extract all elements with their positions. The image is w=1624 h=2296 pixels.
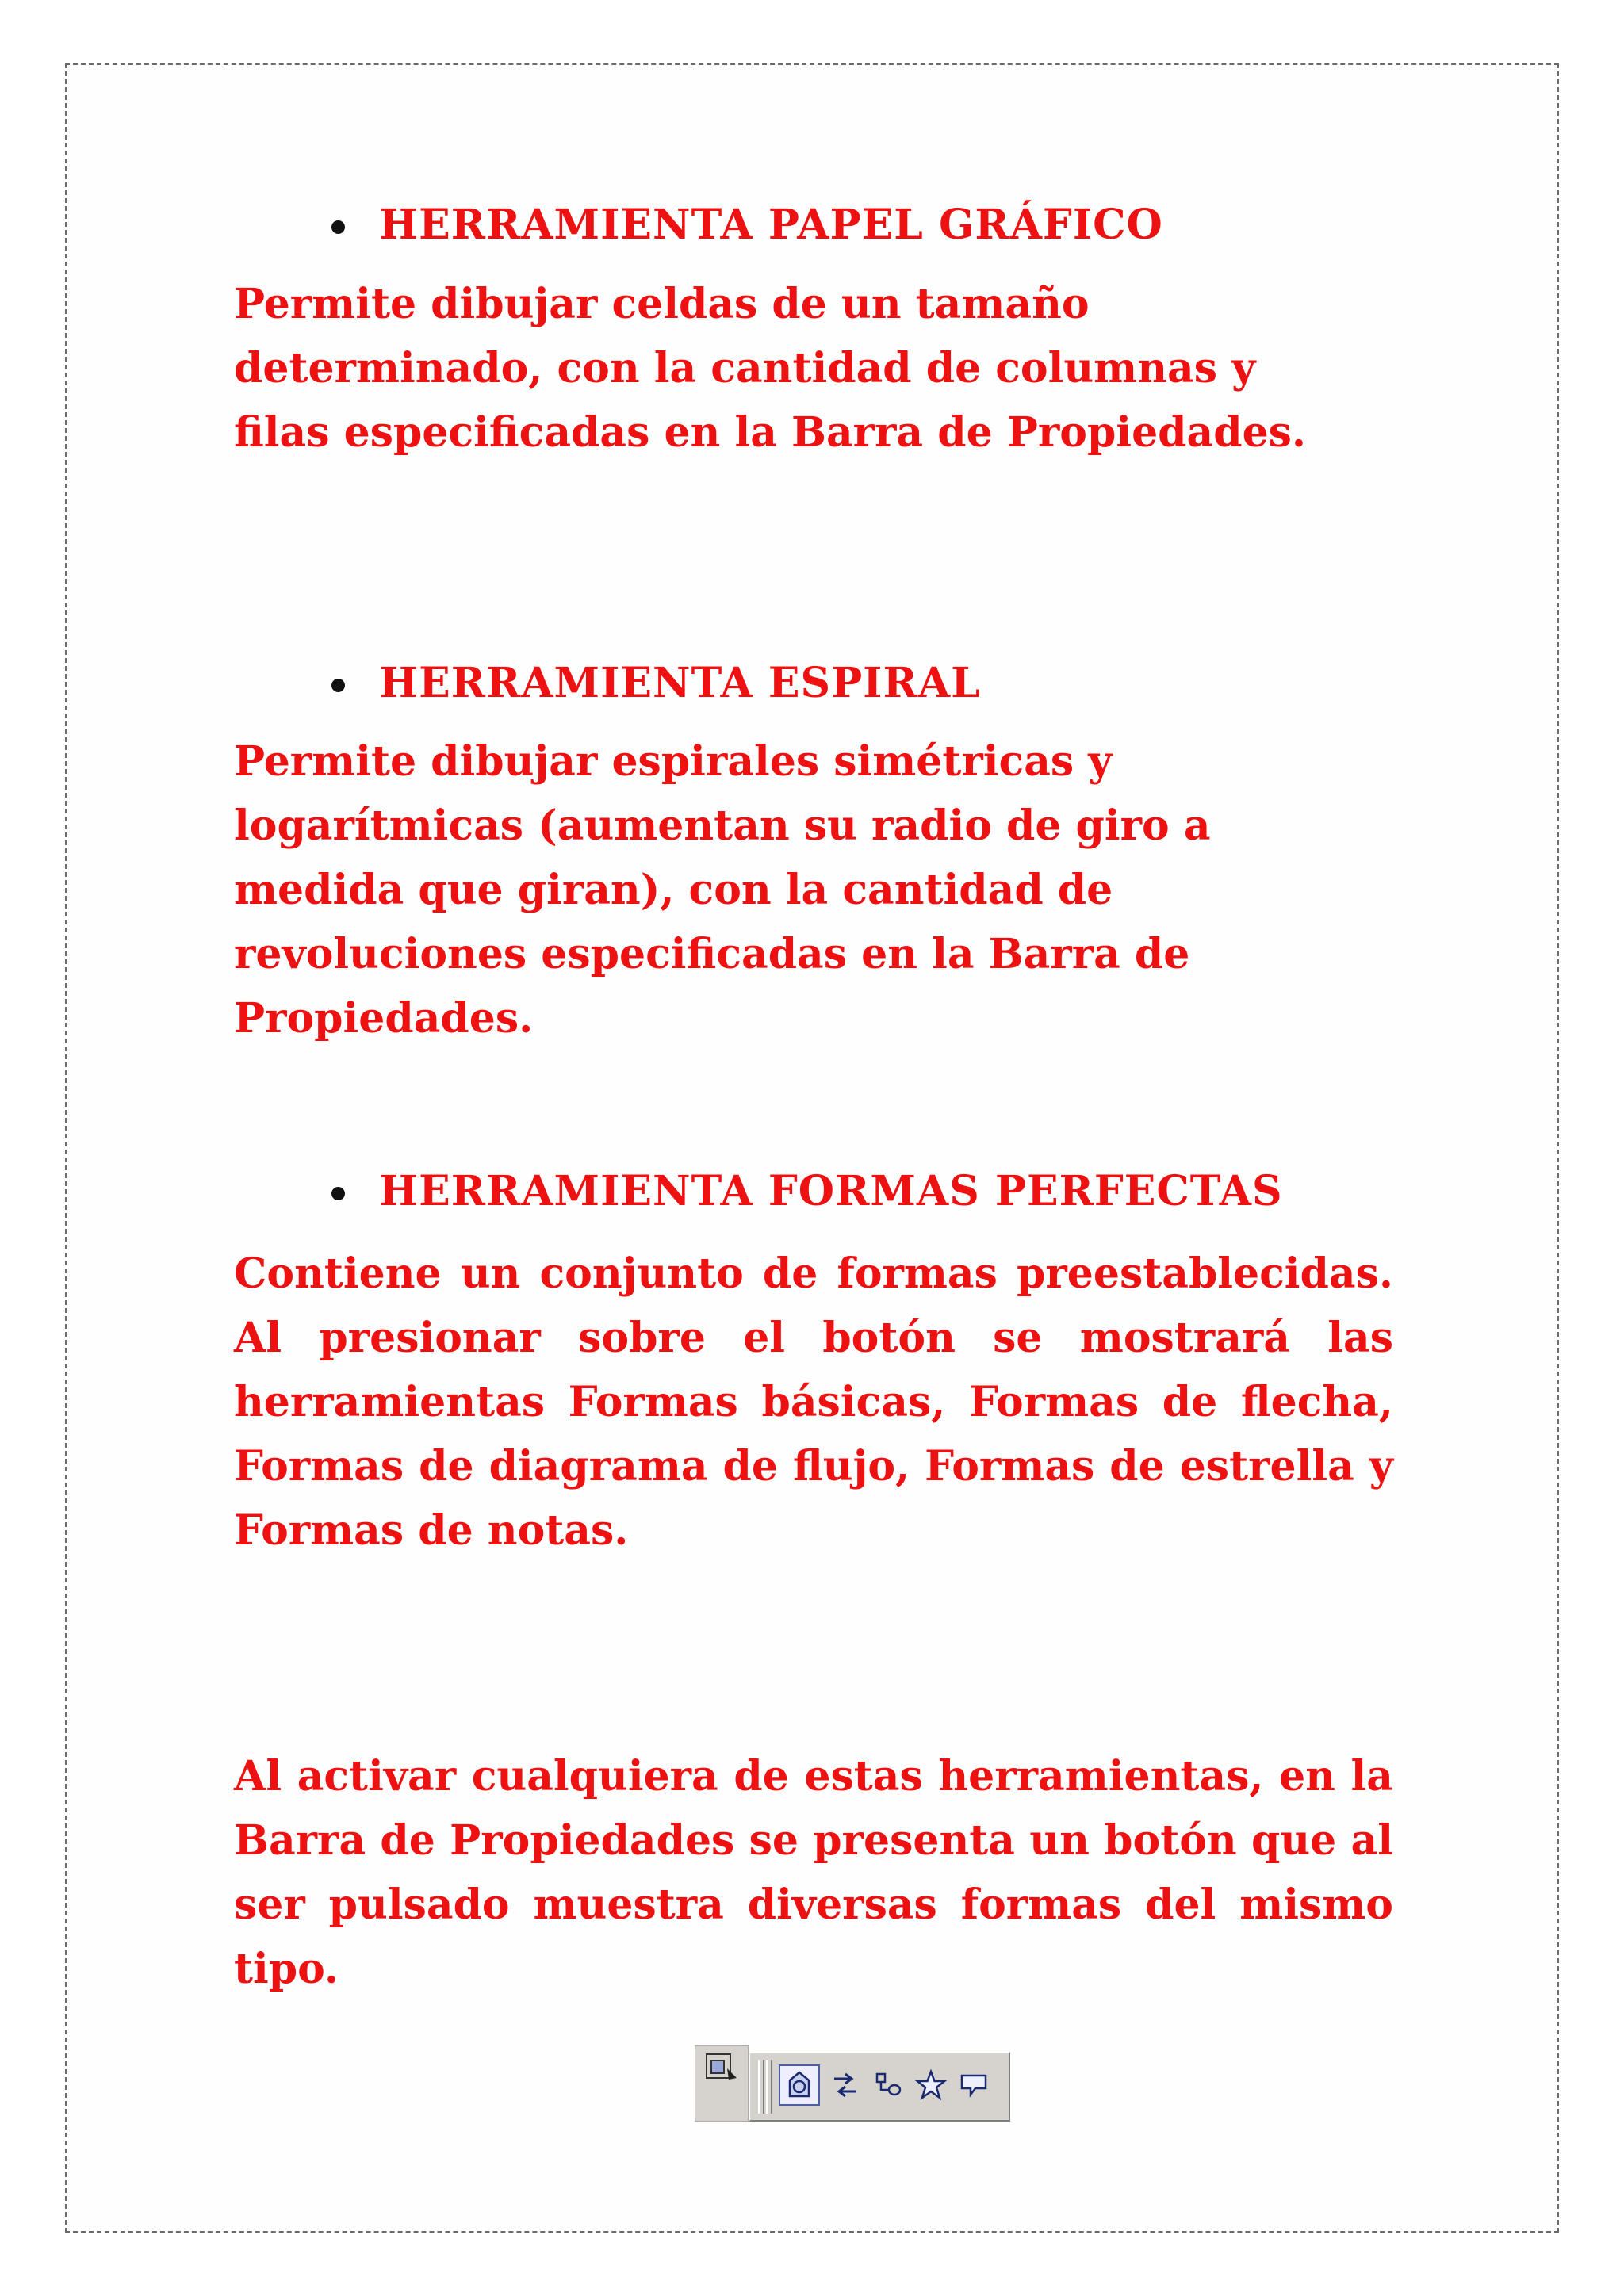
perfect-shapes-flyout-icon (695, 2046, 749, 2122)
star-shapes-button[interactable] (910, 2064, 952, 2106)
heading-formas-perfectas (321, 1168, 1283, 1215)
paragraph-papel-grafico: Permite dibujar celdas de un tamaño determinado, con la cantidad de columnas y filas especificadas en la Barra de Propiedades. (234, 280, 1307, 457)
arrow-shapes-button[interactable] (825, 2064, 866, 2106)
paragraph-formas-perfectas (234, 1242, 1393, 1563)
toolbar-flyout-button[interactable] (695, 2045, 749, 2122)
paragraph-text: Contiene un conjunto de formas preestablecidas. Al presionar sobre el botón se mostrará las herramientas Formas básicas, Formas de flecha, Formas de diagrama de flujo, Formas de estrella y Formas de notas. (234, 1249, 1393, 1555)
paragraph-espiral: Permite dibujar espirales simétricas y logarítmicas (aumentan su radio de giro a medida que giran), con la cantidad de revoluciones especificadas en la Barra de Propiedades. (234, 737, 1211, 1043)
toolbar-buttons (749, 2052, 1010, 2122)
basic-shapes-button[interactable] (779, 2064, 820, 2106)
toolbar-grip[interactable] (758, 2060, 764, 2114)
heading-text: HERRAMIENTA ESPIRAL (379, 659, 981, 707)
flowchart-shapes-icon (872, 2069, 904, 2101)
callout-shapes-icon (958, 2069, 990, 2101)
star-shapes-icon (915, 2069, 947, 2101)
heading-text: HERRAMIENTA FORMAS PERFECTAS (379, 1167, 1283, 1215)
heading-text: HERRAMIENTA PAPEL GRÁFICO (379, 201, 1163, 249)
paragraph-text: Al activar cualquiera de estas herramientas, en la Barra de Propiedades se presenta un botón que al ser pulsado muestra diversas formas del mismo tipo. (234, 1752, 1393, 1993)
shapes-toolbar (695, 2045, 1010, 2122)
callout-shapes-button[interactable] (953, 2064, 994, 2106)
paragraph-closing (234, 1744, 1393, 2001)
heading-espiral (321, 660, 981, 707)
flowchart-shapes-button[interactable] (868, 2064, 909, 2106)
toolbar-grip-2 (766, 2060, 772, 2114)
heading-papel-grafico (321, 201, 1163, 249)
basic-shapes-icon (783, 2069, 815, 2101)
arrow-shapes-icon (829, 2069, 861, 2101)
